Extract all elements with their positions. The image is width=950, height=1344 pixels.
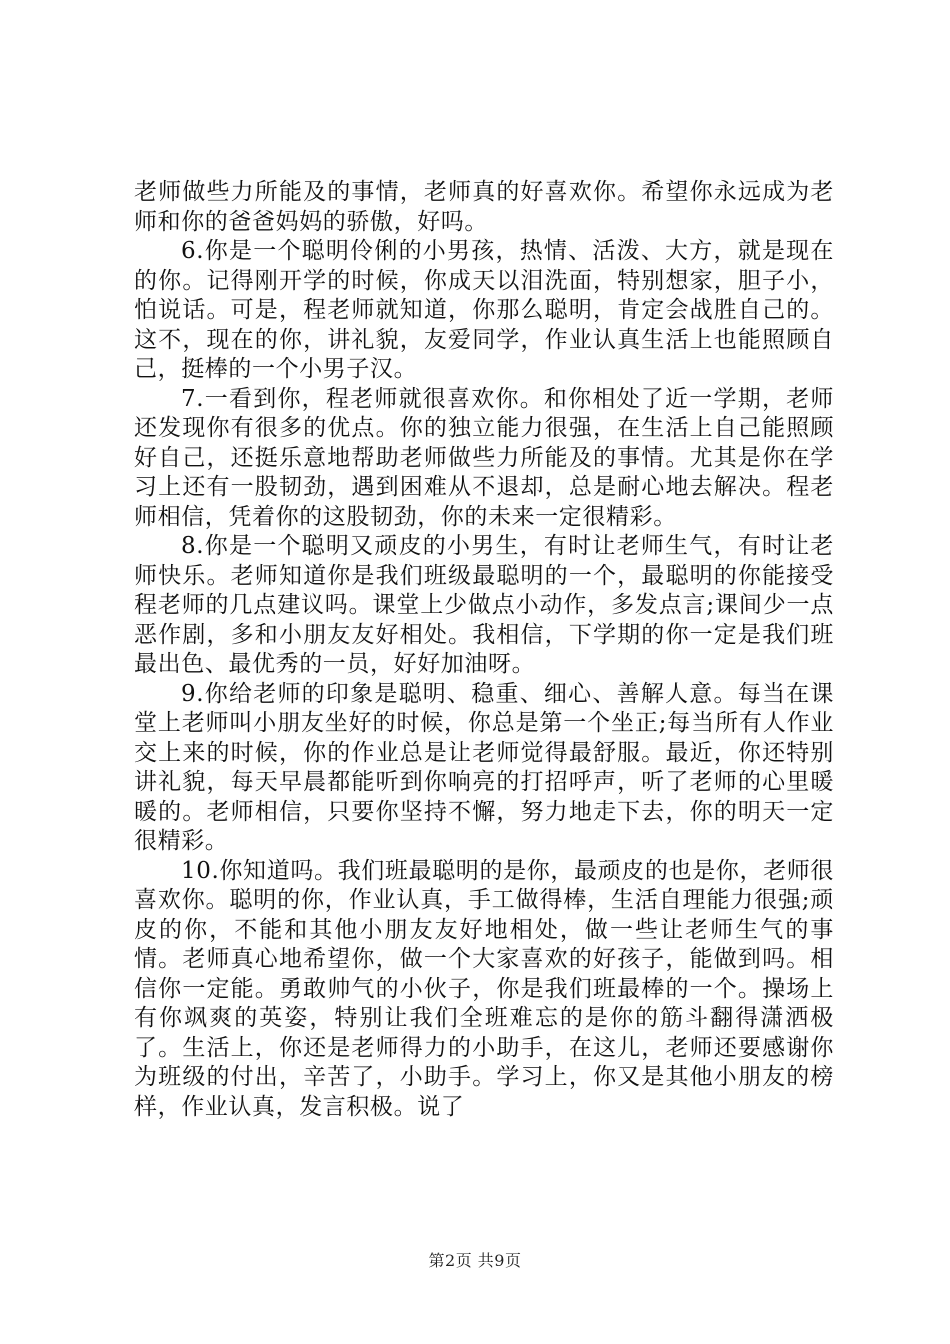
paragraph-item-6: 6.你是一个聪明伶俐的小男孩，热情、活泼、大方，就是现在的你。记得刚开学的时候，你成天以泪洗面，特别想家，胆子小，怕说话。可是，程老师就知道，你那么聪明，肯定会战胜自己的。这不，现在的你，讲礼貌，友爱同学，作业认真生活上也能照顾自己，挺棒的一个小男子汉。 bbox=[134, 238, 834, 382]
paragraph-item-9: 9.你给老师的印象是聪明、稳重、细心、善解人意。每当在课堂上老师叫小朋友坐好的时候，你总是第一个坐正;每当所有人作业交上来的时候，你的作业总是让老师觉得最舒服。最近，你还特别讲礼貌，每天早晨都能听到你响亮的打招呼声，听了老师的心里暖暖的。老师相信，只要你坚持不懈，努力地走下去，你的明天一定很精彩。 bbox=[134, 680, 834, 854]
paragraph-continuation: 老师做些力所能及的事情，老师真的好喜欢你。希望你永远成为老师和你的爸爸妈妈的骄傲，好吗。 bbox=[134, 179, 834, 235]
document-body bbox=[134, 178, 834, 1122]
paragraph-item-7: 7.一看到你，程老师就很喜欢你。和你相处了近一学期，老师还发现你有很多的优点。你的独立能力很强，在生活上自己能照顾好自己，还挺乐意地帮助老师做些力所能及的事情。尤其是你在学习上还有一股韧劲，遇到困难从不退却，总是耐心地去解决。程老师相信，凭着你的这股韧劲，你的未来一定很精彩。 bbox=[134, 385, 834, 530]
paragraph-item-8: 8.你是一个聪明又顽皮的小男生，有时让老师生气，有时让老师快乐。老师知道你是我们班级最聪明的一个，最聪明的你能接受程老师的几点建议吗。课堂上少做点小动作，多发点言;课间少一点恶作剧，多和小朋友友好相处。我相信，下学期的你一定是我们班最出色、最优秀的一员，好好加油呀。 bbox=[134, 533, 834, 677]
page-number-footer: 第2页 共9页 bbox=[428, 1251, 522, 1270]
paragraph-item-10: 10.你知道吗。我们班最聪明的是你，最顽皮的也是你，老师很喜欢你。聪明的你，作业认真，手工做得棒，生活自理能力很强;顽皮的你，不能和其他小朋友友好地相处，做一些让老师生气的事情。老师真心地希望你，做一个大家喜欢的好孩子，能做到吗。相信你一定能。勇敢帅气的小伙子，你是我们班最棒的一个。操场上有你飒爽的英姿，特别让我们全班难忘的是你的筋斗翻得潇洒极了。生活上，你还是老师得力的小助手，在这儿，老师还要感谢你为班级的付出，辛苦了，小助手。学习上，你又是其他小朋友的榜样，作业认真，发言积极。说了 bbox=[134, 857, 834, 1120]
